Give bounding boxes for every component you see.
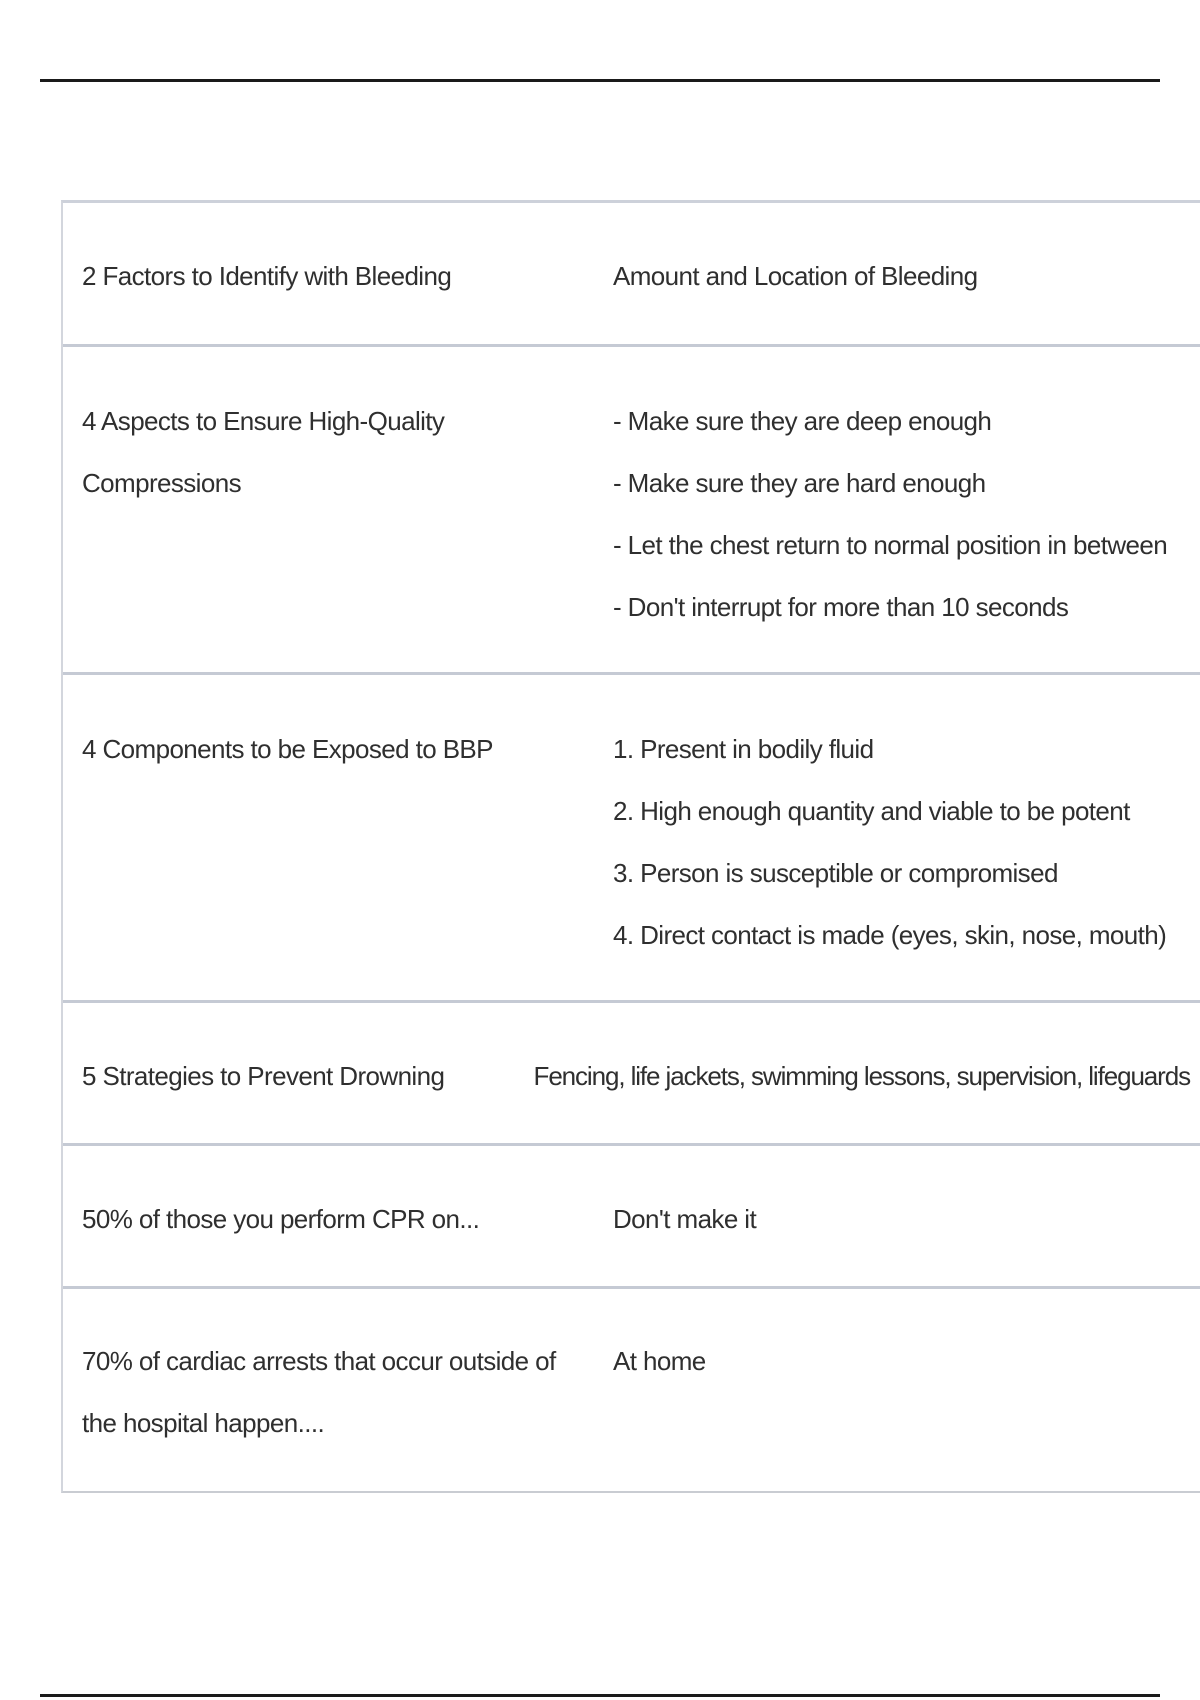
flashcard-table <box>61 200 1200 1493</box>
top-divider <box>40 79 1160 82</box>
term-text: 4 Aspects to Ensure High-Quality Compressions <box>82 406 445 498</box>
card-term <box>63 1188 613 1286</box>
definition-line: Don't make it <box>613 1204 757 1234</box>
term-text: 70% of cardiac arrests that occur outside of the hospital happen.... <box>82 1346 556 1438</box>
card-definition <box>613 1330 1200 1491</box>
definition-line: Amount and Location of Bleeding <box>613 261 978 291</box>
card-definition <box>613 245 1200 344</box>
definition-line: 2. High enough quantity and viable to be potent <box>613 796 1130 826</box>
definition-line: 1. Present in bodily fluid <box>613 734 874 764</box>
card-row <box>63 1003 1200 1146</box>
card-row <box>63 1146 1200 1289</box>
definition-line: - Make sure they are deep enough <box>613 406 992 436</box>
term-text: 5 Strategies to Prevent Drowning <box>82 1061 445 1091</box>
card-definition <box>613 718 1200 1000</box>
card-term <box>63 718 613 1000</box>
card-definition <box>613 390 1200 672</box>
card-row <box>63 203 1200 347</box>
definition-line: 3. Person is susceptible or compromised <box>613 858 1058 888</box>
term-text: 2 Factors to Identify with Bleeding <box>82 261 452 291</box>
definition-line: Fencing, life jackets, swimming lessons, supervision, lifeguards <box>533 1061 1190 1091</box>
card-definition <box>534 1045 1200 1143</box>
definition-line: - Let the chest return to normal position in between <box>613 530 1168 560</box>
card-row <box>63 347 1200 675</box>
term-text: 50% of those you perform CPR on... <box>82 1204 480 1234</box>
card-term <box>63 1045 534 1143</box>
card-row <box>63 675 1200 1003</box>
definition-line: 4. Direct contact is made (eyes, skin, nose, mouth) <box>613 920 1167 950</box>
card-row <box>63 1289 1200 1491</box>
card-definition <box>613 1188 1200 1286</box>
term-text: 4 Components to be Exposed to BBP <box>82 734 493 764</box>
definition-line: At home <box>613 1346 706 1376</box>
card-term <box>63 245 613 344</box>
card-term <box>63 1330 613 1491</box>
card-term <box>63 390 613 672</box>
bottom-divider <box>40 1694 1160 1697</box>
definition-line: - Don't interrupt for more than 10 seconds <box>613 592 1069 622</box>
definition-line: - Make sure they are hard enough <box>613 468 986 498</box>
